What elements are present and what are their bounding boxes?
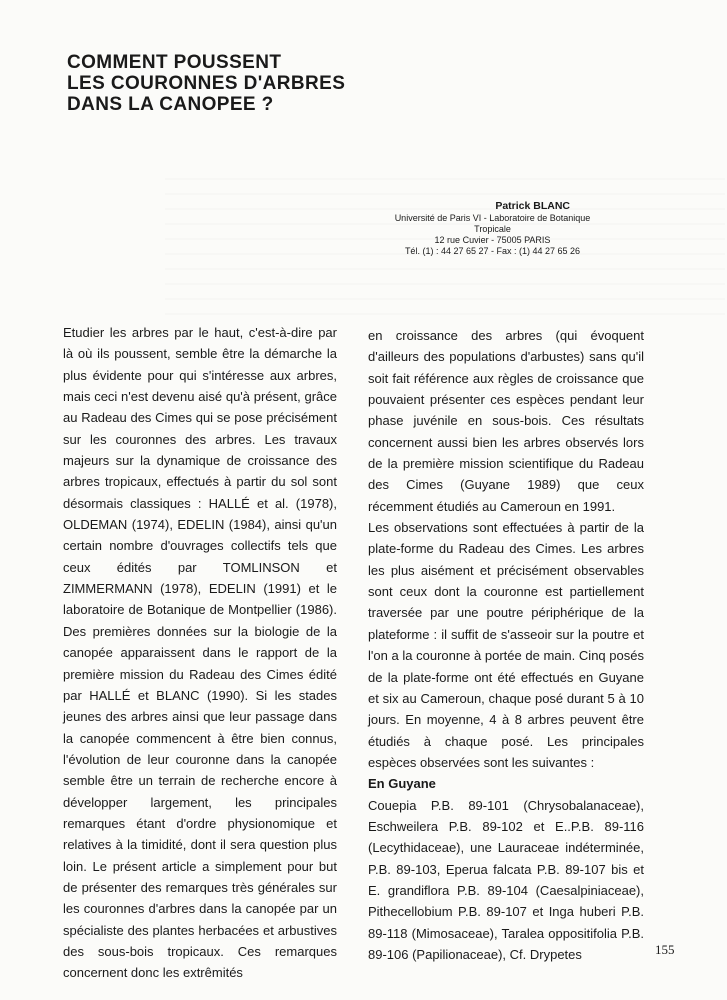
author-address: 12 rue Cuvier - 75005 PARIS [434, 235, 551, 245]
body-paragraph: en croissance des arbres (qui évoquent d'ailleurs des populations d'arbustes) sans qu'il soit fait référence aux règles de croissance que pouvaient présenter ces espèces pendant leur phase juvénile en sous-bois. Ces résultats concernent aussi bien les arbres observés lors de la première mission scientifique du Radeau des Cimes (Guyane 1989) que ceux récemment étudiés au Cameroun en 1991. [368, 328, 644, 514]
title-line: LES COURONNES D'ARBRES [67, 73, 346, 94]
author-name: Patrick BLANC [495, 200, 570, 212]
body-paragraph: Les observations sont effectuées à partir de la plate-forme du Radeau des Cimes. Les arbres les plus aisément et précisément observables sont ceux dont la couronne est partiellement traversée par une poutre périphérique de la plateforme : il suffit de s'asseoir sur la poutre et l'on a la couronne à portée de main. Cinq posés de la plate-forme ont été effectués en Guyane et six au Cameroun, chaque posé durant 5 à 10 jours. En moyenne, 4 à 8 arbres peuvent être étudiés à chaque posé. Les principales espèces observées sont les suivantes : [368, 520, 644, 770]
right-column [368, 325, 644, 965]
article-title [67, 52, 367, 115]
page-number: 155 [655, 942, 675, 957]
species-list: Couepia P.B. 89-101 (Chrysobalanaceae), Eschweilera P.B. 89-102 et E..P.B. 89-116 (Lecythidaceae), une Lauraceae indéterminée, P.B. 89-103, Eperua falcata P.B. 89-107 bis et E. grandiflora P.B. 89-104 (Caesalpiniaceae), Pithecellobium P.B. 89-107 et Inga huberi P.B. 89-118 (Mimosaceae), Taralea oppositifolia P.B. 89-106 (Papilionaceae), Cf. Drypetes [368, 797, 644, 962]
body-paragraph: Etudier les arbres par le haut, c'est-à-dire par là où ils poussent, semble être la démarche la plus évidente pour qui s'intéresse aux arbres, mais ceci n'est devenu aisé qu'à présent, grâce au Radeau des Cimes qui se pose précisément sur les couronnes des arbres. Les travaux majeurs sur la dynamique de croissance des arbres tropicaux, effectués à partir du sol sont désormais classiques : HALLÉ et al. (1978), OLDEMAN (1974), EDELIN (1984), ainsi qu'un certain nombre d'ouvrages collectifs tels que ceux édités par TOMLINSON et ZIMMERMANN (1978), EDELIN (1991) et le laboratoire de Botanique de Montpellier (1986). Des premières données sur la biologie de la canopée apparaissent dans le rapport de la première mission du Radeau des Cimes édité par HALLÉ et BLANC (1990). Si les stades jeunes des arbres ainsi que leur passage dans la canopée commencent à être bien connus, l'évolution de leur couronne dans la canopée semble être un terrain de recherche encore à développer largement, les principales remarques étant d'ordre physionomique et relatives à la timidité, dont il sera question plus loin. Le présent article a simplement pour but de présenter des remarques très générales sur les couronnes d'arbres dans la canopée par un spécialiste des plantes herbacées et arbustives des sous-bois tropicaux. Ces remarques concernent donc les extrêmités [63, 325, 337, 981]
author-affiliation: Université de Paris VI - Laboratoire de Botanique Tropicale [394, 213, 591, 234]
section-subheading: En Guyane [368, 776, 436, 792]
author-block [380, 200, 605, 257]
left-column [63, 322, 337, 984]
title-line: COMMENT POUSSENT [67, 52, 282, 73]
author-phone: Tél. (1) : 44 27 65 27 - Fax : (1) 44 27 65 26 [404, 246, 581, 256]
title-line: DANS LA CANOPEE ? [67, 94, 274, 115]
